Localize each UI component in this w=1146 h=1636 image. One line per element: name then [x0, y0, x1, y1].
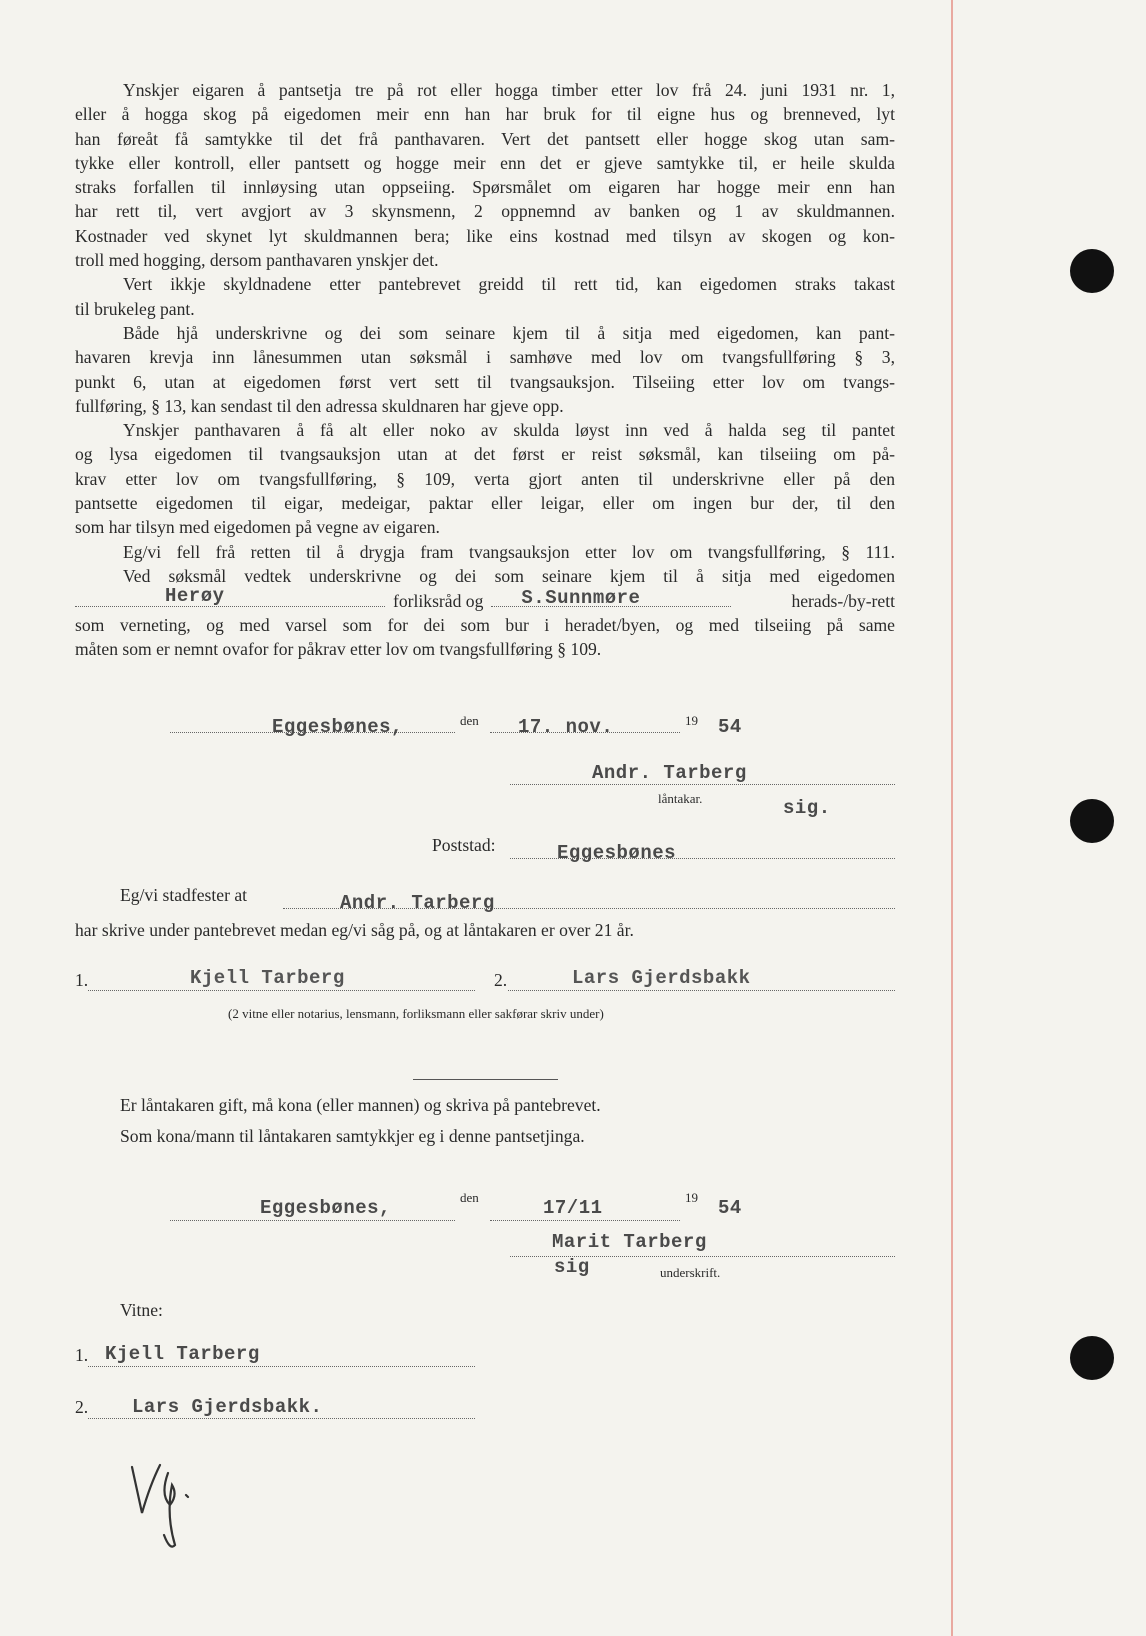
spouse-text1: Er låntakaren gift, må kona (eller mannen) og skriva på pantebrevet.	[120, 1095, 601, 1115]
handwritten-initials	[120, 1455, 210, 1555]
text-line: troll med hogging, dersom panthavaren ynskjer det.	[75, 250, 439, 271]
borrower-sig: sig.	[783, 797, 831, 819]
borrower-role: låntakar.	[658, 791, 703, 806]
witnesses-label: Vitne:	[120, 1300, 163, 1320]
venue-label2: herads-/by-rett	[791, 591, 895, 612]
text-line: Eg/vi fell frå retten til å drygja fram tvangsauksjon etter lov om tvangsfullføring, § 111.	[123, 541, 895, 562]
text-line: Vert ikkje skyldnadene etter pantebrevet greidd til rett tid, kan eigedomen straks takast	[123, 274, 895, 295]
punch-hole	[1070, 799, 1114, 843]
borrower-date: 17. nov.	[518, 716, 614, 738]
witness-name: Lars Gjerdsbakk.	[132, 1396, 323, 1418]
text-line: Ynskjer panthavaren å få alt eller noko av skulda løyst inn ved å halda seg til pantet	[123, 420, 895, 441]
punch-hole	[1070, 1336, 1114, 1380]
poststad-value: Eggesbønes	[557, 842, 677, 864]
text-line: til brukeleg pant.	[75, 298, 195, 319]
den-label: den	[460, 713, 479, 728]
witness-note: (2 vitne eller notarius, lensmann, forliksmann eller sakførar skriv under)	[228, 1006, 604, 1021]
spouse-sig: sig	[554, 1256, 590, 1278]
court1-value: Herøy	[165, 585, 225, 608]
poststad-label: Poststad:	[432, 835, 496, 855]
text-line: måten som er nemnt ovafor for påkrav etter lov om tvangsfullføring § 109.	[75, 638, 602, 659]
text-line: punkt 6, utan at eigedomen først vert sett til tvangsauksjon. Tilseiing etter lov om tvangs-	[75, 371, 895, 392]
spouse-name: Marit Tarberg	[552, 1231, 707, 1253]
text-line: eller å hogga skog på eigedomen meir enn han har bruk for til eigne hus og brenneved, lyt	[75, 104, 895, 125]
borrower-year: 54	[718, 716, 742, 738]
confirm-label: Eg/vi stadfester at	[120, 885, 248, 905]
witness-num: 1.	[75, 1345, 89, 1365]
court2-value: S.Sunnmøre	[521, 587, 641, 610]
witness-num-2: 2.	[494, 970, 508, 990]
witness2-sig: Lars Gjerdsbakk	[572, 967, 751, 989]
witness1-sig: Kjell Tarberg	[190, 967, 345, 989]
year-prefix: 19	[685, 713, 698, 728]
text-line: Både hjå underskrivne og dei som seinare kjem til å sitja med eigedomen, kan pant-	[123, 322, 895, 343]
margin-line	[951, 0, 953, 1636]
year-prefix: 19	[685, 1190, 698, 1205]
text-line: og lysa eigedomen til tvangsauksjon utan at det først er reist søksmål, kan tilseiing om på-	[75, 444, 895, 465]
spouse-date: 17/11	[543, 1197, 603, 1219]
spouse-year: 54	[718, 1197, 742, 1219]
witness-name: Kjell Tarberg	[105, 1343, 260, 1365]
text-line: Ved søksmål vedtek underskrivne og dei som seinare kjem til å sitja med eigedomen	[123, 565, 895, 586]
court2-field[interactable]	[491, 587, 731, 610]
text-line: straks forfallen til innløysing utan oppseiing. Spørsmålet om eigaren har hogge meir enn han	[75, 177, 895, 198]
text-line: pantsette eigedomen til eigar, medeigar, paktar eller leigar, eller om ingen bur der, til den	[75, 493, 895, 514]
borrower-name: Andr. Tarberg	[592, 762, 747, 784]
terms-text	[75, 78, 895, 661]
confirm-text: har skrive under pantebrevet medan eg/vi såg på, og at låntakaren er over 21 år.	[75, 920, 634, 940]
text-line: som har tilsyn med eigedomen på vegne av eigaren.	[75, 517, 440, 538]
witness-num: 2.	[75, 1397, 89, 1417]
borrower-place: Eggesbønes,	[272, 716, 403, 738]
venue-label1: forliksråd og	[393, 591, 484, 612]
text-line: har rett til, vert avgjort av 3 skynsmenn, 2 oppnemnd av banken og 1 av skuldmannen.	[75, 201, 895, 222]
text-line: krav etter lov om tvangsfullføring, § 109, verta gjort anten til underskrivne eller på den	[75, 468, 895, 489]
text-line: havaren krevja inn lånesummen utan søksmål i samhøve med lov om tvangsfullføring § 3,	[75, 347, 895, 368]
text-line: han føreåt få samtykke til det frå panthavaren. Vert det pantsett eller hogge skog utan sam-	[75, 128, 895, 149]
spouse-text2: Som kona/mann til låntakaren samtykkjer eg i denne pantsetjinga.	[120, 1126, 585, 1146]
spouse-place: Eggesbønes,	[260, 1197, 391, 1219]
court1-field[interactable]	[75, 585, 385, 608]
confirm-name: Andr. Tarberg	[340, 892, 495, 914]
text-line: Kostnader ved skynet lyt skuldmannen bera; like eins kostnad med tilsyn av skogen og kon-	[75, 225, 895, 246]
signature-label: underskrift.	[660, 1265, 721, 1280]
punch-hole	[1070, 249, 1114, 293]
text-line: tykke eller kontroll, eller pantsett og hogge meir enn det er gjeve samtykke til, er heile skulda	[75, 152, 895, 173]
den-label: den	[460, 1190, 479, 1205]
text-line: fullføring, § 13, kan sendast til den adressa skuldnaren har gjeve opp.	[75, 395, 564, 416]
text-line: som verneting, og med varsel som for dei som bur i heradet/byen, og med tilseiing på same	[75, 614, 895, 635]
witness-num-1: 1.	[75, 970, 89, 990]
venue-line	[75, 585, 895, 612]
text-line: Ynskjer eigaren å pantsetja tre på rot eller hogga timber etter lov frå 24. juni 1931 nr. 1,	[123, 80, 895, 100]
